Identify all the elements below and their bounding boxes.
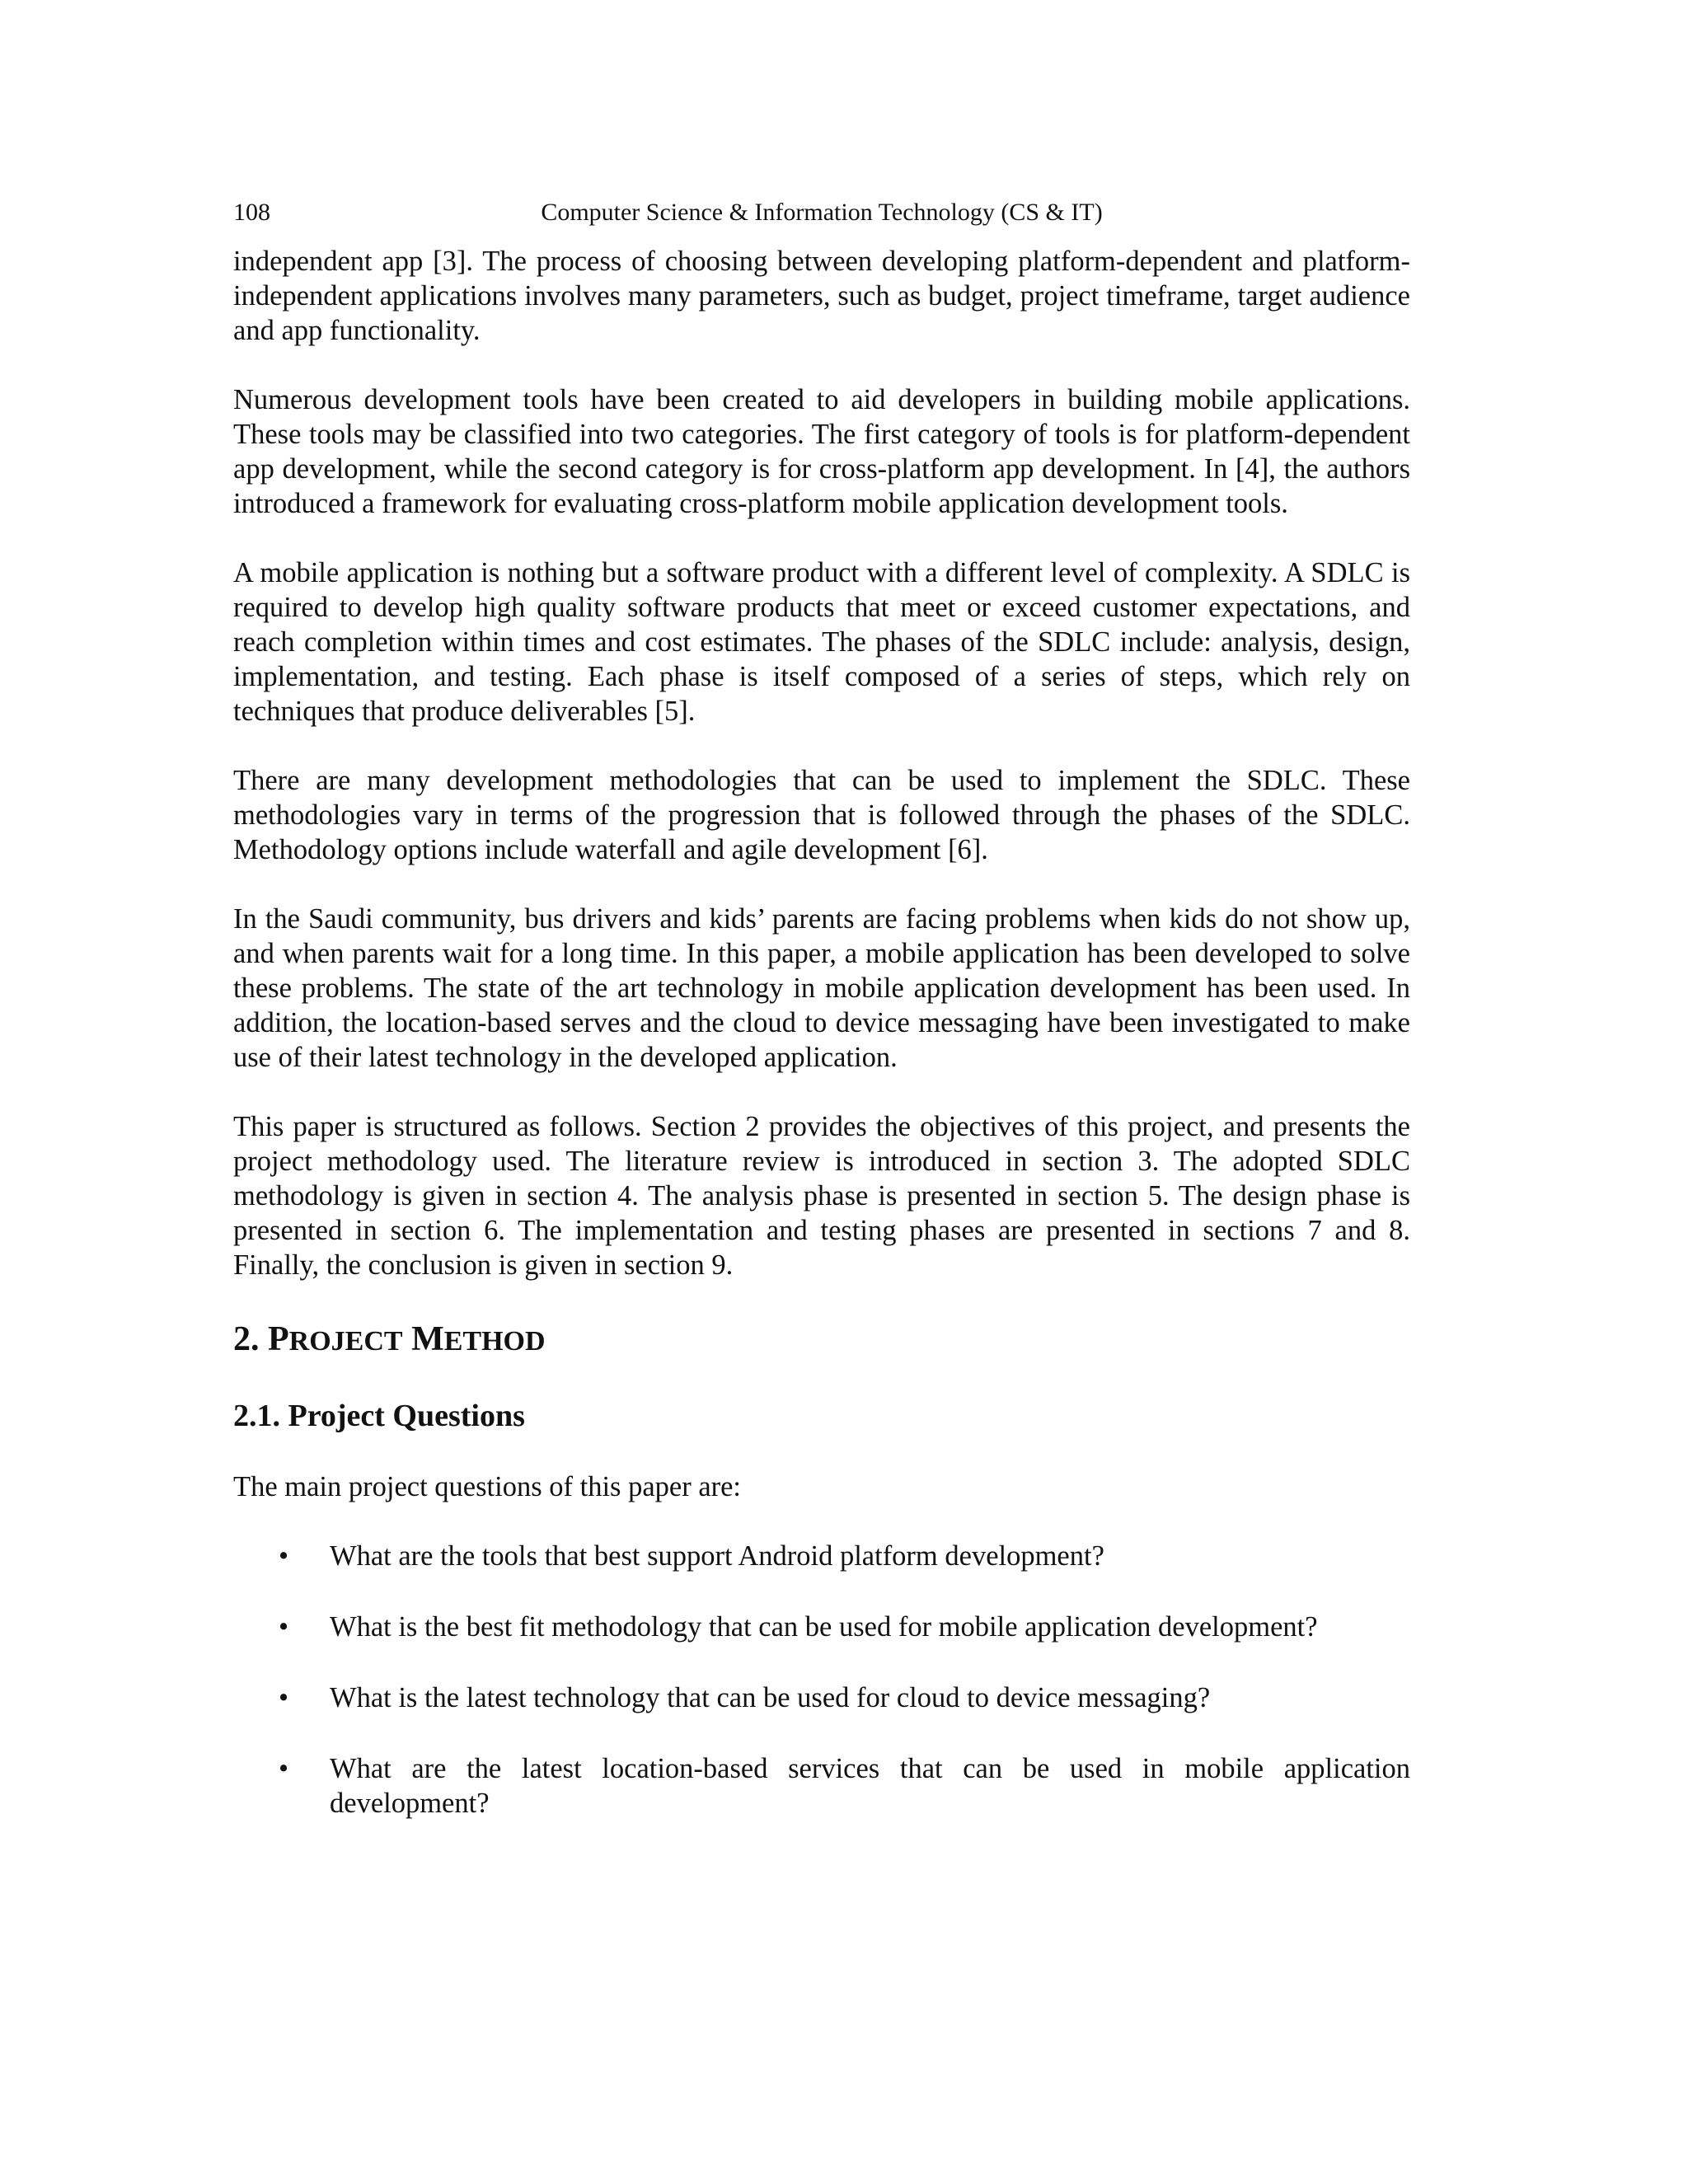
section-title-rest-2: ETHOD xyxy=(443,1326,546,1357)
list-item xyxy=(233,1539,1410,1573)
page-number: 108 xyxy=(233,199,270,226)
question-text: What are the latest location-based services that can be used in mobile application development? xyxy=(330,1753,1410,1819)
bullet-icon: • xyxy=(279,1753,289,1784)
questions-list xyxy=(233,1539,1410,1821)
bullet-icon: • xyxy=(279,1611,289,1643)
section-heading xyxy=(233,1317,1410,1364)
section-title-initial-p: P xyxy=(268,1320,289,1358)
bullet-icon: • xyxy=(279,1682,289,1713)
running-header xyxy=(233,196,1410,229)
paragraph-3: A mobile application is nothing but a software product with a different level of complexity. A SDLC is required to develop high quality software products that meet or exceed customer expectations, and reach completion within times and cost estimates. The phases of the SDLC include: analysis, design, implementation, and testing. Each phase is itself composed of a series of steps, which rely on techniques that produce deliverables [5]. xyxy=(233,557,1410,727)
paragraph-4: There are many development methodologies that can be used to implement the SDLC. These methodologies vary in terms of the progression that is followed through the phases of the SDLC. Methodology options include waterfall and agile development [6]. xyxy=(233,765,1410,865)
subsection-heading: 2.1. Project Questions xyxy=(233,1399,525,1433)
paragraph-5: In the Saudi community, bus drivers and kids’ parents are facing problems when kids do not show up, and when parents wait for a long time. In this paper, a mobile application has been developed to solve these problems. The state of the art technology in mobile application development has been used. In addition, the location-based serves and the cloud to device messaging have been investigated to make use of their latest technology in the developed application. xyxy=(233,903,1410,1073)
bullet-icon: • xyxy=(279,1540,289,1572)
journal-title: Computer Science & Information Technology (CS & IT) xyxy=(541,199,1103,226)
section-number: 2. xyxy=(233,1320,260,1358)
list-item xyxy=(233,1610,1410,1644)
paragraph-2: Numerous development tools have been created to aid developers in building mobile applications. These tools may be classified into two categories. The first category of tools is for platform-dependent app development, while the second category is for cross-platform app development. In [4], the authors introduced a framework for evaluating cross-platform mobile application development tools. xyxy=(233,384,1410,519)
body-text xyxy=(233,244,1410,1857)
questions-intro: The main project questions of this paper are: xyxy=(233,1471,742,1502)
question-text: What is the latest technology that can be used for cloud to device messaging? xyxy=(330,1682,1211,1713)
paragraph-6: This paper is structured as follows. Section 2 provides the objectives of this project, and presents the project methodology used. The literature review is introduced in section 3. The adopted SDLC methodology is given in section 4. The analysis phase is presented in section 5. The design phase is presented in section 6. The implementation and testing phases are presented in sections 7 and 8. Finally, the conclusion is given in section 9. xyxy=(233,1111,1410,1281)
question-text: What are the tools that best support Android platform development? xyxy=(330,1540,1104,1572)
question-text: What is the best fit methodology that can be used for mobile application development? xyxy=(330,1611,1318,1643)
section-title-initial-m: M xyxy=(411,1320,444,1358)
paragraph-1: independent app [3]. The process of choosing between developing platform-dependent and platform-independent applications involves many parameters, such as budget, project timeframe, target audience and app functionality. xyxy=(233,246,1410,346)
list-item xyxy=(233,1680,1410,1715)
list-item xyxy=(233,1751,1410,1821)
section-title-rest-1: ROJECT xyxy=(288,1326,403,1357)
